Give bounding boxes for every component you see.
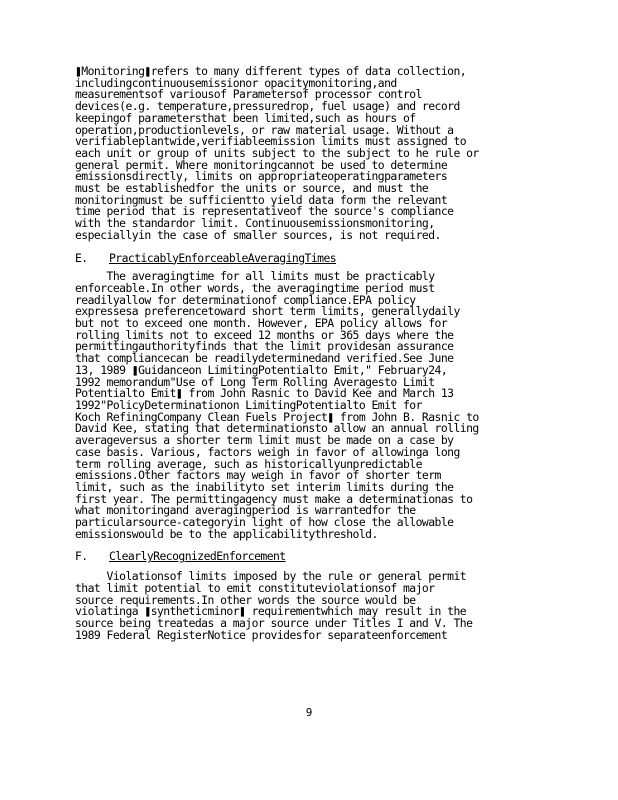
section-e-letter: E.	[75, 250, 88, 265]
section-f-body: Violationsof limits imposed by the rule or general permit that limit potential to emit constituteviolationsof major source requirements.In other words the source would be violatinga ❚syntheticminor❚ requirementwhich may result in the source being treatedas a major source under Titles I and V. The 1989 Federal RegisterNotice providesfor separateenforcement	[75, 569, 473, 642]
section-e-body: The averagingtime for all limits must be practicably enforceable.In other words, the averagingtime period must readilyallow for determinationof compliance.EPA policy expressesa preferencetoward short term limits, generallydaily but not to exceed one month. However, EPA policy allows for rolling limits not to exceed 12 months or 365 days where the permittingauthorityfinds that the limit providesan assurance that compliancecan be readilydeterminedand verified.See June 13, 1989 ❚Guidanceon LimitingPotentialto Emit," February24, 1992 memorandum"Use of Long Term Rolling Averagesto Limit Potentialto Emit❚ from John Rasnic to David Kee and March 13 1992"PolicyDeterminationon LimitingPotentialto Emit for Koch RefiningCompany Clean Fuels Project❚ from John B. Rasnic to David Kee, stating that determinationsto allow an annual rolling averageversus a shorter term limit must be made on a case by case basis. Various, factors weigh in favor of allowinga long term rolling average, such as historicallyunpredictable emissions.Other factors may weigh in favor of shorter term limit, such as the inabilityto set interim limits during the first year. The permittingagency must make a determinationas to what monitoringand averagingperiod is warrantedfor the particularsource-categoryin light of how close the allowable emissionswould be to the applicabilitythreshold.	[75, 269, 479, 541]
section-e-title: PracticablyEnforceableAveragingTimes	[109, 250, 337, 265]
monitoring-paragraph: ❚Monitoring❚refers to many different types of data collection, includingcontinuousemissionor opacitymonitoring,and measurementsof variousof Parametersof processor control devices(e.g. temperature,pressuredrop, fuel usage) and record keepingof parametersthat been limited,such as hours of operation,productionlevels, or raw material usage. Without a verifiableplantwide,verifiableemission limits must assigned to each unit or group of units subject to the subject to he rule or general permit. Where monitoringcannot be used to determine emissionsdirectly, limits on appropriateoperatingparameters must be establishedfor the units or source, and must the monitoringmust be sufficientto yield data form the relevant time period that is representativeof the source's compliance with the standardor limit. Continuousemissionsmonitoring, especiallyin the case of smaller sources, is not required.	[75, 64, 479, 242]
page-number: 9	[305, 706, 313, 719]
section-f-title: ClearlyRecognizedEnforcement	[109, 549, 286, 564]
section-f-letter: F.	[75, 549, 88, 564]
section-f-heading	[75, 551, 555, 563]
document-page	[75, 66, 555, 641]
section-e-heading	[75, 250, 555, 265]
